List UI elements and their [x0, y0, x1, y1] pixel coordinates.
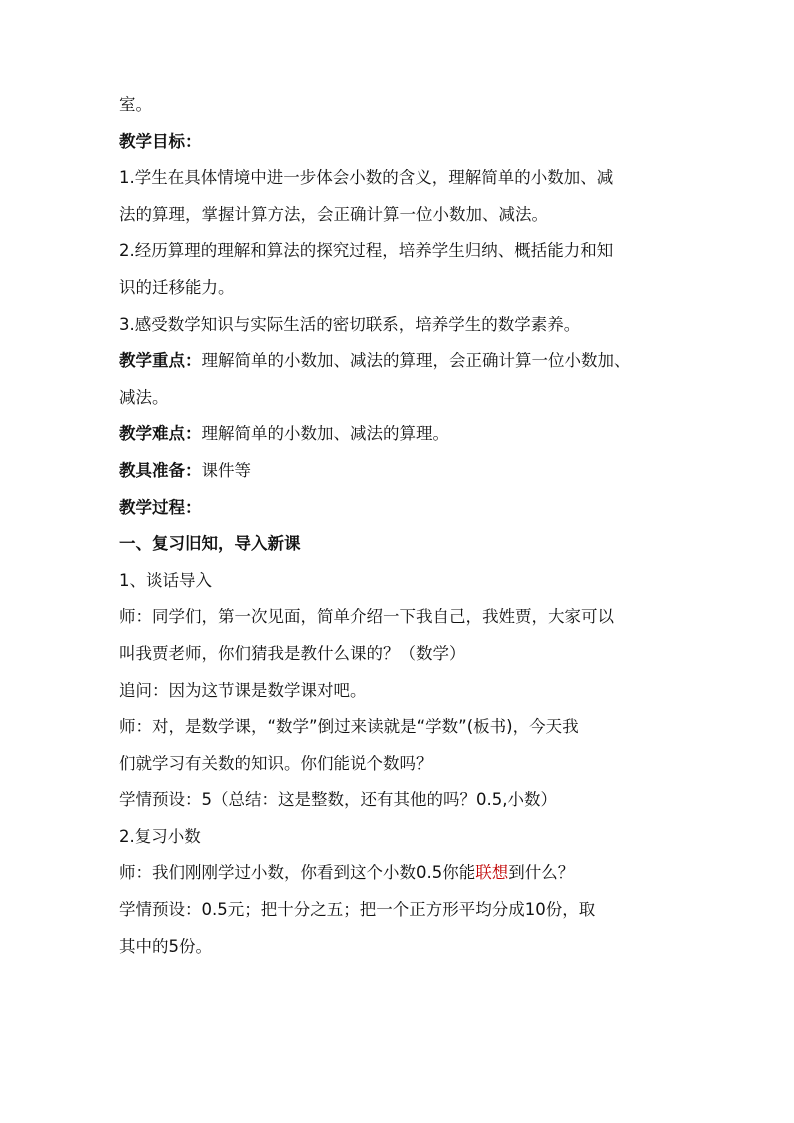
- objective-2-line-2: 识的迁移能力。: [119, 277, 235, 297]
- key-points-label: 教学重点：: [119, 351, 202, 371]
- heading-teaching-process: 教学过程：: [119, 497, 202, 517]
- dialogue-line-4: 师：对，是数学课，“数学”倒过来读就是“学数”(板书)，今天我: [119, 717, 579, 737]
- objective-1-line-1: 1.学生在具体情境中进一步体会小数的含义，理解简单的小数加、减: [119, 168, 614, 188]
- difficult-points-label: 教学难点：: [119, 424, 202, 444]
- paragraph-continuation: 室。: [119, 95, 152, 114]
- dialogue-line-7-a: 师：我们刚刚学过小数，你看到这个小数0.5你能: [119, 863, 476, 883]
- objective-1-line-2: 法的算理，掌握计算方法，会正确计算一位小数加、减法。: [119, 204, 548, 224]
- subsection-1: 1、谈话导入: [119, 570, 212, 590]
- dialogue-line-7: [119, 863, 684, 883]
- highlighted-word: 联想: [475, 863, 509, 883]
- key-points-line-2: 减法。: [119, 387, 169, 407]
- dialogue-line-3: 追问：因为这节课是数学课对吧。: [119, 680, 367, 700]
- dialogue-line-8: 学情预设：0.5元；把十分之五；把一个正方形平均分成10份，取: [119, 900, 596, 920]
- dialogue-line-5: 们就学习有关数的知识。你们能说个数吗？: [119, 753, 433, 773]
- subsection-2: 2.复习小数: [119, 826, 201, 846]
- teaching-aids-label: 教具准备：: [119, 460, 202, 480]
- teaching-aids-text: 课件等: [201, 460, 251, 480]
- dialogue-line-7-b: 到什么？: [508, 863, 575, 883]
- key-points-text: 理解简单的小数加、减法的算理，会正确计算一位小数加、: [201, 351, 631, 371]
- document-body: [119, 95, 684, 973]
- difficult-points: [119, 424, 684, 444]
- dialogue-line-9: 其中的5份。: [119, 936, 212, 956]
- teaching-aids: [119, 461, 684, 481]
- heading-teaching-objectives: 教学目标：: [119, 131, 202, 151]
- objective-2-line-1: 2.经历算理的理解和算法的探究过程，培养学生归纳、概括能力和知: [119, 241, 614, 261]
- key-points-line-1: [119, 351, 684, 371]
- dialogue-line-1: 师：同学们，第一次见面，简单介绍一下我自己，我姓贾，大家可以: [119, 607, 614, 627]
- section-heading-1: 一、复习旧知，导入新课: [119, 534, 301, 554]
- dialogue-line-2: 叫我贾老师，你们猜我是教什么课的？（数学）: [119, 643, 466, 663]
- difficult-points-text: 理解简单的小数加、减法的算理。: [201, 424, 449, 444]
- dialogue-line-6: 学情预设：5（总结：这是整数，还有其他的吗？0.5,小数）: [119, 790, 557, 810]
- objective-3: 3.感受数学知识与实际生活的密切联系，培养学生的数学素养。: [119, 314, 581, 334]
